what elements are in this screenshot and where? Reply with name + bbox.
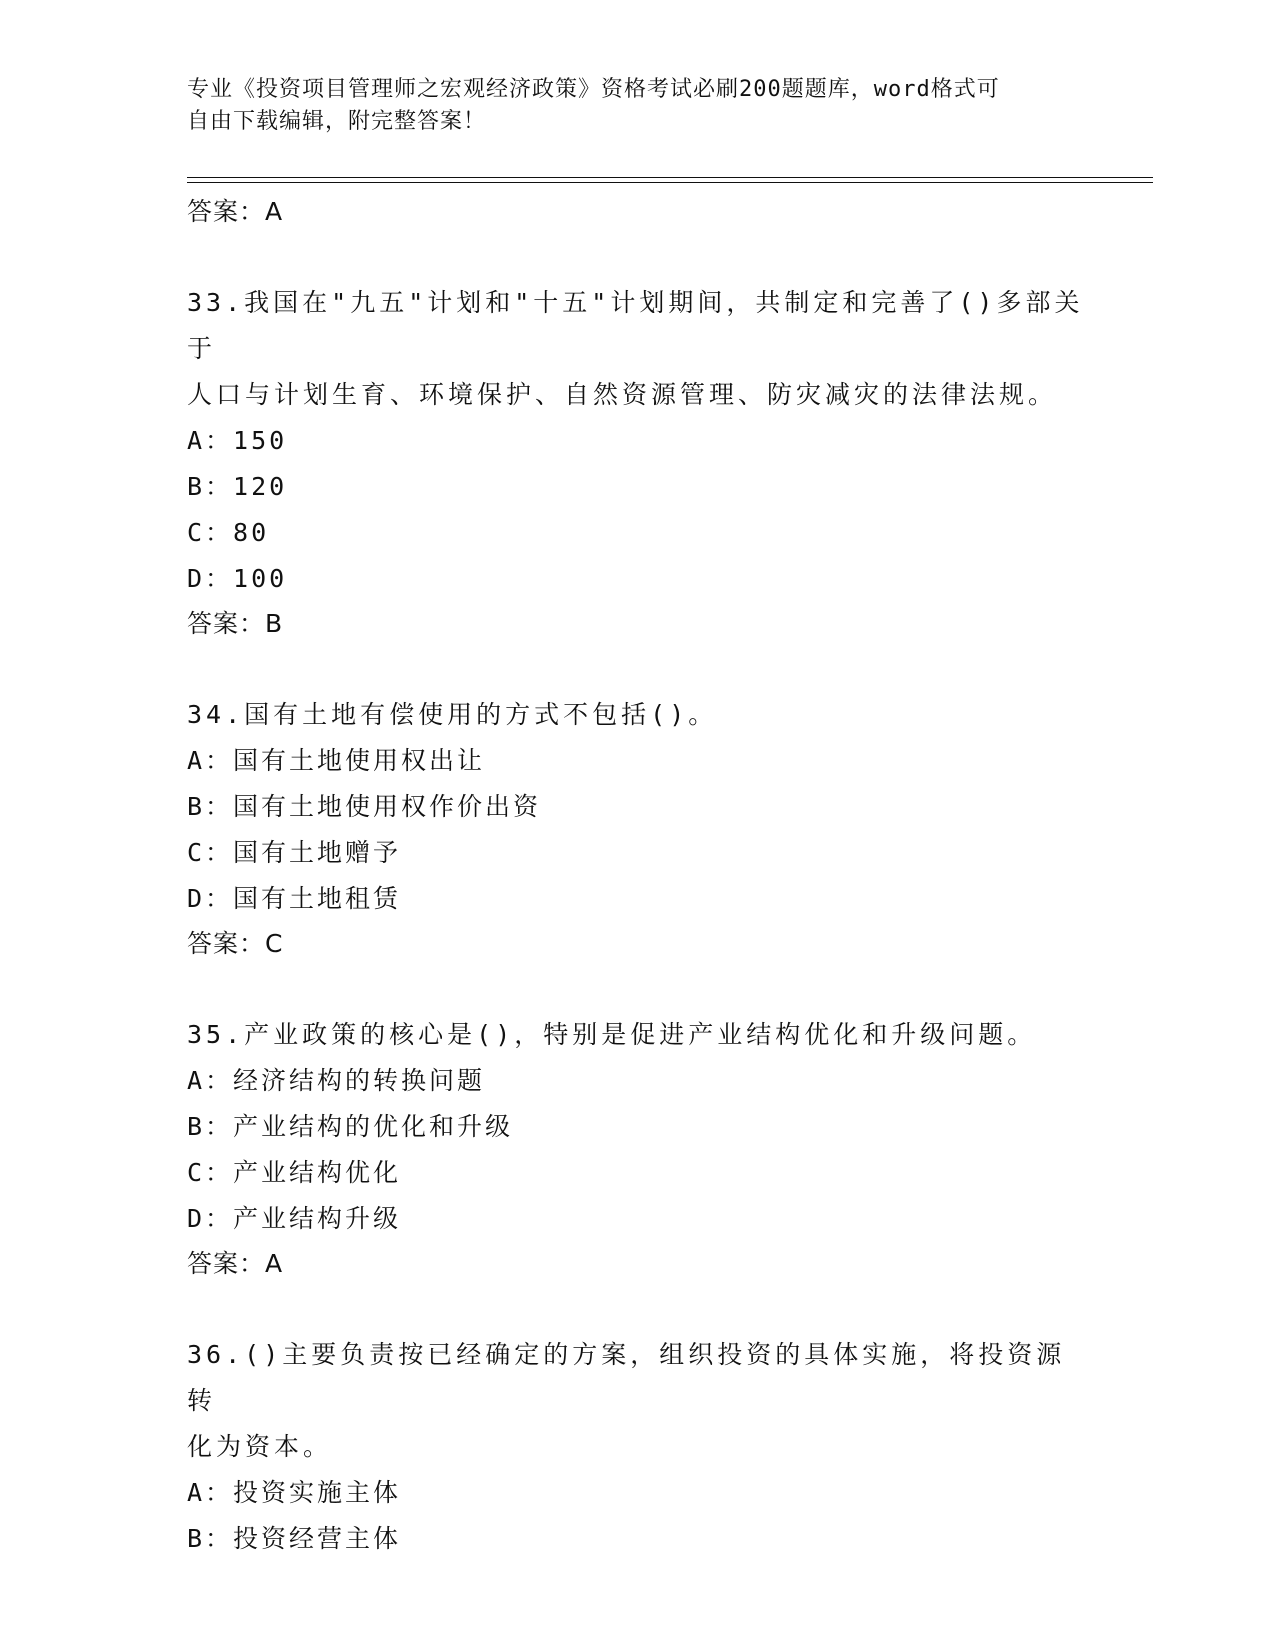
question-34 — [187, 692, 1087, 966]
question-35 — [187, 1012, 1087, 1286]
option-d: D：100 — [187, 564, 288, 593]
question-text — [187, 1012, 1087, 1058]
question-number: 34. — [187, 700, 245, 729]
option-a: A：150 — [187, 426, 288, 455]
document-body — [187, 190, 1087, 1562]
option-b: B：国有土地使用权作价出资 — [187, 792, 542, 821]
spacer — [187, 1286, 1087, 1332]
option-d: D：国有土地租赁 — [187, 884, 402, 913]
header-line-1: 专业《投资项目管理师之宏观经济政策》资格考试必刷200题题库，word格式可 — [187, 77, 1000, 102]
header-rule-top — [187, 177, 1153, 178]
question-line-2: 人口与计划生育、环境保护、自然资源管理、防灾减灾的法律法规。 — [187, 380, 1058, 409]
option-a: A：国有土地使用权出让 — [187, 746, 486, 775]
option-b: B：产业结构的优化和升级 — [187, 1112, 514, 1141]
answer: 答案：C — [187, 929, 284, 958]
question-line-1: ()主要负责按已经确定的方案，组织投资的具体实施，将投资源转 — [187, 1340, 1066, 1415]
question-line-1: 产业政策的核心是()，特别是促进产业结构优化和升级问题。 — [244, 1020, 1037, 1049]
answer: 答案：B — [187, 609, 284, 638]
spacer — [187, 966, 1087, 1012]
question-line-1: 国有土地有偿使用的方式不包括()。 — [244, 700, 718, 729]
question-number: 35. — [187, 1020, 245, 1049]
header-line-2: 自由下载编辑，附完整答案！ — [187, 109, 487, 134]
question-number: 36. — [187, 1340, 245, 1369]
question-33 — [187, 280, 1087, 646]
spacer — [187, 646, 1087, 692]
option-a: A：经济结构的转换问题 — [187, 1066, 486, 1095]
option-c: C：产业结构优化 — [187, 1158, 402, 1187]
question-number: 33. — [187, 288, 245, 317]
question-36 — [187, 1332, 1087, 1562]
answer: 答案：A — [187, 1249, 284, 1278]
option-c: C：80 — [187, 518, 270, 547]
question-line-2: 化为资本。 — [187, 1432, 333, 1461]
option-b: B：120 — [187, 472, 288, 501]
document-header — [187, 74, 1087, 138]
question-line-1: 我国在"九五"计划和"十五"计划期间，共制定和完善了()多部关于 — [187, 288, 1084, 363]
option-b: B：投资经营主体 — [187, 1524, 402, 1553]
option-c: C：国有土地赠予 — [187, 838, 402, 867]
spacer — [187, 234, 1087, 280]
option-a: A：投资实施主体 — [187, 1478, 402, 1507]
header-rule-bottom — [187, 182, 1153, 183]
option-d: D：产业结构升级 — [187, 1204, 402, 1233]
question-text — [187, 280, 1087, 372]
question-text — [187, 1332, 1087, 1424]
question-text — [187, 692, 1087, 738]
answer-32: 答案：A — [187, 197, 284, 226]
